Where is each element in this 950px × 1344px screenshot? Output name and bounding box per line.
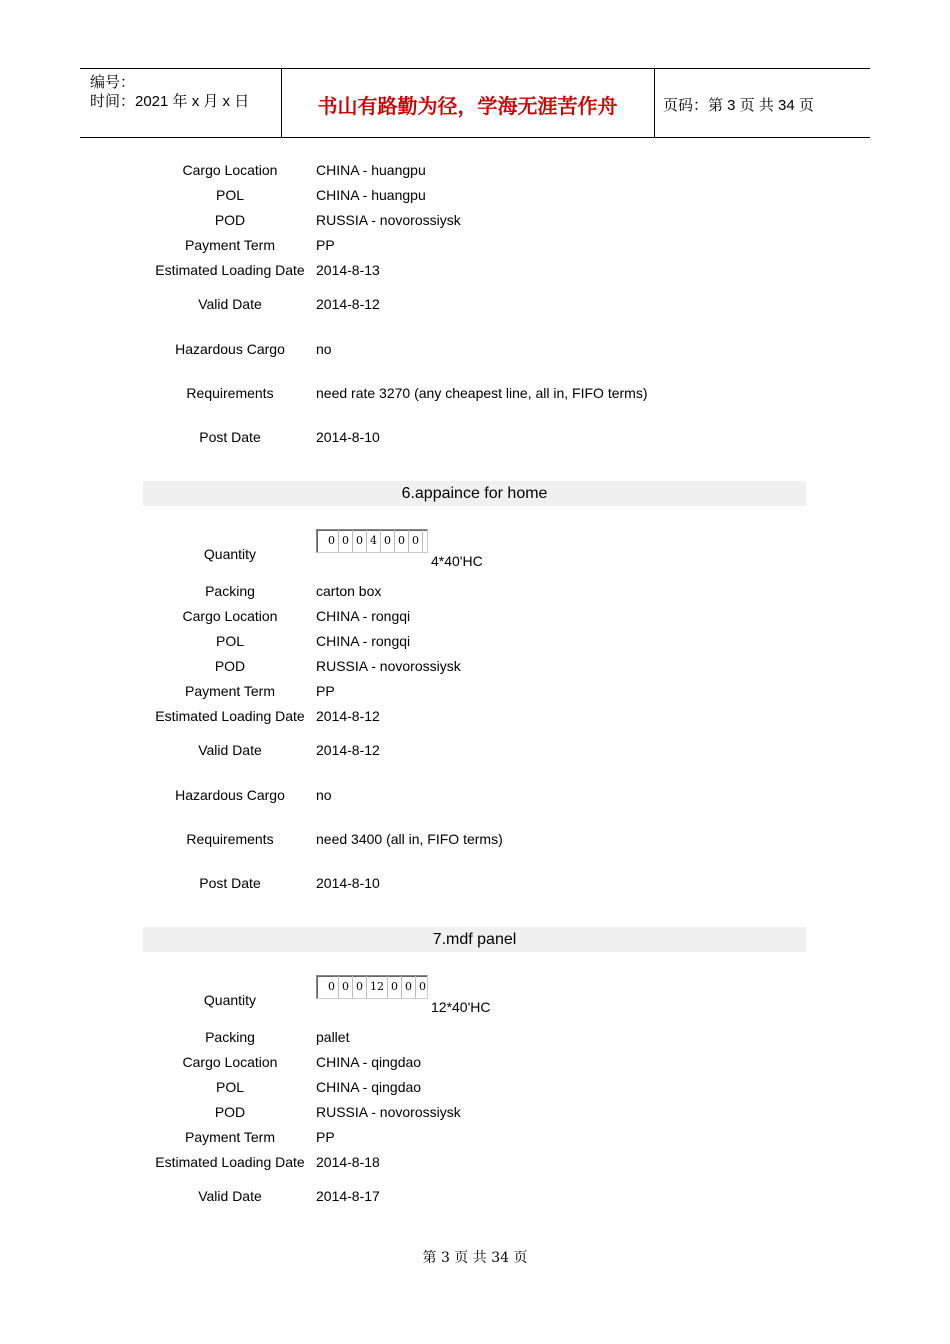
quantity-digit-box — [316, 975, 428, 999]
quantity-digit: 12 — [367, 976, 388, 998]
field-value: 2014-8-13 — [316, 262, 380, 278]
quantity-digit: 0 — [325, 530, 339, 552]
field-label: Estimated Loading Date — [155, 1154, 305, 1170]
field-label: Estimated Loading Date — [155, 262, 305, 278]
page-header — [80, 68, 870, 138]
header-page-number: 页码：第 3 页 共 34 页 — [663, 97, 814, 114]
field-value: CHINA - huangpu — [316, 162, 426, 178]
field-label: Cargo Location — [182, 1054, 278, 1070]
field-value: pallet — [316, 1029, 350, 1045]
field-value: 2014-8-10 — [316, 875, 380, 891]
quantity-digit: 0 — [325, 976, 339, 998]
field-value: CHINA - huangpu — [316, 187, 426, 203]
quantity-label: Quantity — [203, 546, 257, 562]
quantity-digit: 0 — [353, 976, 367, 998]
field-label: POL — [215, 633, 244, 649]
quantity-digit-box — [316, 529, 428, 553]
field-label: Payment Term — [185, 237, 275, 253]
field-label: Hazardous Cargo — [175, 787, 285, 803]
field-value: CHINA - qingdao — [316, 1079, 422, 1095]
field-value: PP — [316, 1129, 335, 1145]
field-label: Requirements — [186, 831, 274, 847]
section-title-6: 6.appaince for home — [143, 481, 806, 506]
header-left-cell — [80, 69, 282, 137]
field-label: Cargo Location — [182, 162, 278, 178]
field-label: Valid Date — [198, 742, 262, 758]
quantity-digit: 0 — [353, 530, 367, 552]
field-value: need rate 3270 (any cheapest line, all in, FIFO terms) — [316, 385, 648, 401]
section-title-7: 7.mdf panel — [143, 927, 806, 952]
field-label: POD — [214, 1104, 246, 1120]
quantity-digit: 0 — [409, 530, 423, 552]
field-label: Post Date — [199, 429, 261, 445]
field-label: Packing — [205, 583, 255, 599]
quantity-digit: 0 — [381, 530, 395, 552]
field-value: CHINA - rongqi — [316, 633, 411, 649]
field-label: POL — [215, 187, 244, 203]
header-middle-cell — [281, 69, 655, 137]
field-value: 2014-8-17 — [316, 1188, 380, 1204]
quantity-digit: 0 — [339, 976, 353, 998]
field-label: Valid Date — [198, 1188, 262, 1204]
field-label: POD — [214, 212, 246, 228]
field-label: Hazardous Cargo — [175, 341, 285, 357]
header-motto: 书山有路勤为径，学海无涯苦作舟 — [317, 94, 618, 118]
quantity-digit: 0 — [416, 976, 428, 998]
field-value: 2014-8-12 — [316, 708, 380, 724]
field-value: no — [316, 341, 332, 357]
quantity-digit: 0 — [339, 530, 353, 552]
field-value: RUSSIA - novorossiysk — [316, 658, 461, 674]
field-value: RUSSIA - novorossiysk — [316, 1104, 461, 1120]
field-value: CHINA - rongqi — [316, 608, 411, 624]
quantity-value: 4*40'HC — [431, 553, 483, 569]
header-right-cell — [655, 69, 870, 137]
quantity-digit: 0 — [388, 976, 402, 998]
field-value: carton box — [316, 583, 382, 599]
field-value: CHINA - qingdao — [316, 1054, 422, 1070]
field-value: RUSSIA - novorossiysk — [316, 212, 461, 228]
field-label: Post Date — [199, 875, 261, 891]
field-value: 2014-8-18 — [316, 1154, 380, 1170]
field-label: POD — [214, 658, 246, 674]
document-time-label: 时间：2021 年 x 月 x 日 — [90, 93, 250, 110]
field-label: Requirements — [186, 385, 274, 401]
field-value: 2014-8-10 — [316, 429, 380, 445]
field-label: Cargo Location — [182, 608, 278, 624]
field-value: no — [316, 787, 332, 803]
field-label: Payment Term — [185, 1129, 275, 1145]
document-code-label: 编号： — [90, 74, 136, 91]
quantity-digit: 0 — [395, 530, 409, 552]
field-value: PP — [316, 237, 335, 253]
field-label: POL — [215, 1079, 244, 1095]
quantity-digit: 4 — [367, 530, 381, 552]
field-label: Valid Date — [198, 296, 262, 312]
field-value: 2014-8-12 — [316, 742, 380, 758]
field-label: Payment Term — [185, 683, 275, 699]
field-value: need 3400 (all in, FIFO terms) — [316, 831, 503, 847]
field-label: Estimated Loading Date — [155, 708, 305, 724]
page-footer: 第 3 页 共 34 页 — [422, 1250, 528, 1266]
field-value: 2014-8-12 — [316, 296, 380, 312]
field-value: PP — [316, 683, 335, 699]
quantity-label: Quantity — [203, 992, 257, 1008]
field-label: Packing — [205, 1029, 255, 1045]
quantity-value: 12*40'HC — [431, 999, 491, 1015]
quantity-digit: 0 — [402, 976, 416, 998]
